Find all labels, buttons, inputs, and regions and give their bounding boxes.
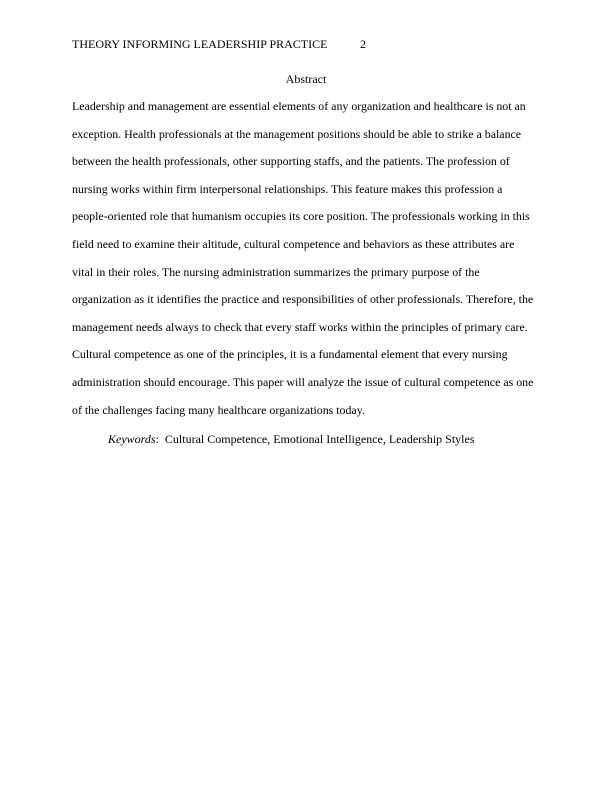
keywords-label: Keywords: [108, 432, 156, 446]
keywords-line: [108, 431, 475, 447]
keywords-values: Cultural Competence, Emotional Intelligence, Leadership Styles: [164, 432, 475, 446]
abstract-line: between the health professionals, other supporting staffs, and the patients. The profession of: [72, 154, 510, 169]
abstract-heading: Abstract: [285, 72, 327, 86]
abstract-line: field need to examine their altitude, cultural competence and behaviors as these attributes are: [72, 236, 515, 251]
abstract-line: administration should encourage. This paper will analyze the issue of cultural competence as one: [72, 374, 534, 389]
abstract-line: vital in their roles. The nursing administration summarizes the primary purpose of the: [72, 264, 480, 279]
abstract-body: [72, 98, 548, 429]
abstract-line: people-oriented role that humanism occupies its core position. The professionals working in this: [72, 209, 530, 224]
running-head-title: THEORY INFORMING LEADERSHIP PRACTICE: [72, 37, 328, 51]
page-number: 2: [360, 37, 366, 51]
abstract-line: exception. Health professionals at the management positions should be able to strike a balance: [72, 126, 522, 141]
abstract-line: Cultural competence as one of the principles, it is a fundamental element that every nursing: [72, 347, 508, 362]
abstract-line: nursing works within firm interpersonal relationships. This feature makes this profession a: [72, 181, 503, 196]
running-head: [72, 36, 366, 52]
keywords-separator: :: [155, 432, 159, 446]
abstract-line: organization as it identifies the practice and responsibilities of other professionals. Therefore, the: [72, 292, 534, 307]
abstract-line: management needs always to check that every staff works within the principles of primary care.: [72, 319, 528, 334]
abstract-line: of the challenges facing many healthcare organizations today.: [72, 402, 365, 417]
abstract-line: Leadership and management are essential elements of any organization and healthcare is not an: [72, 99, 526, 113]
